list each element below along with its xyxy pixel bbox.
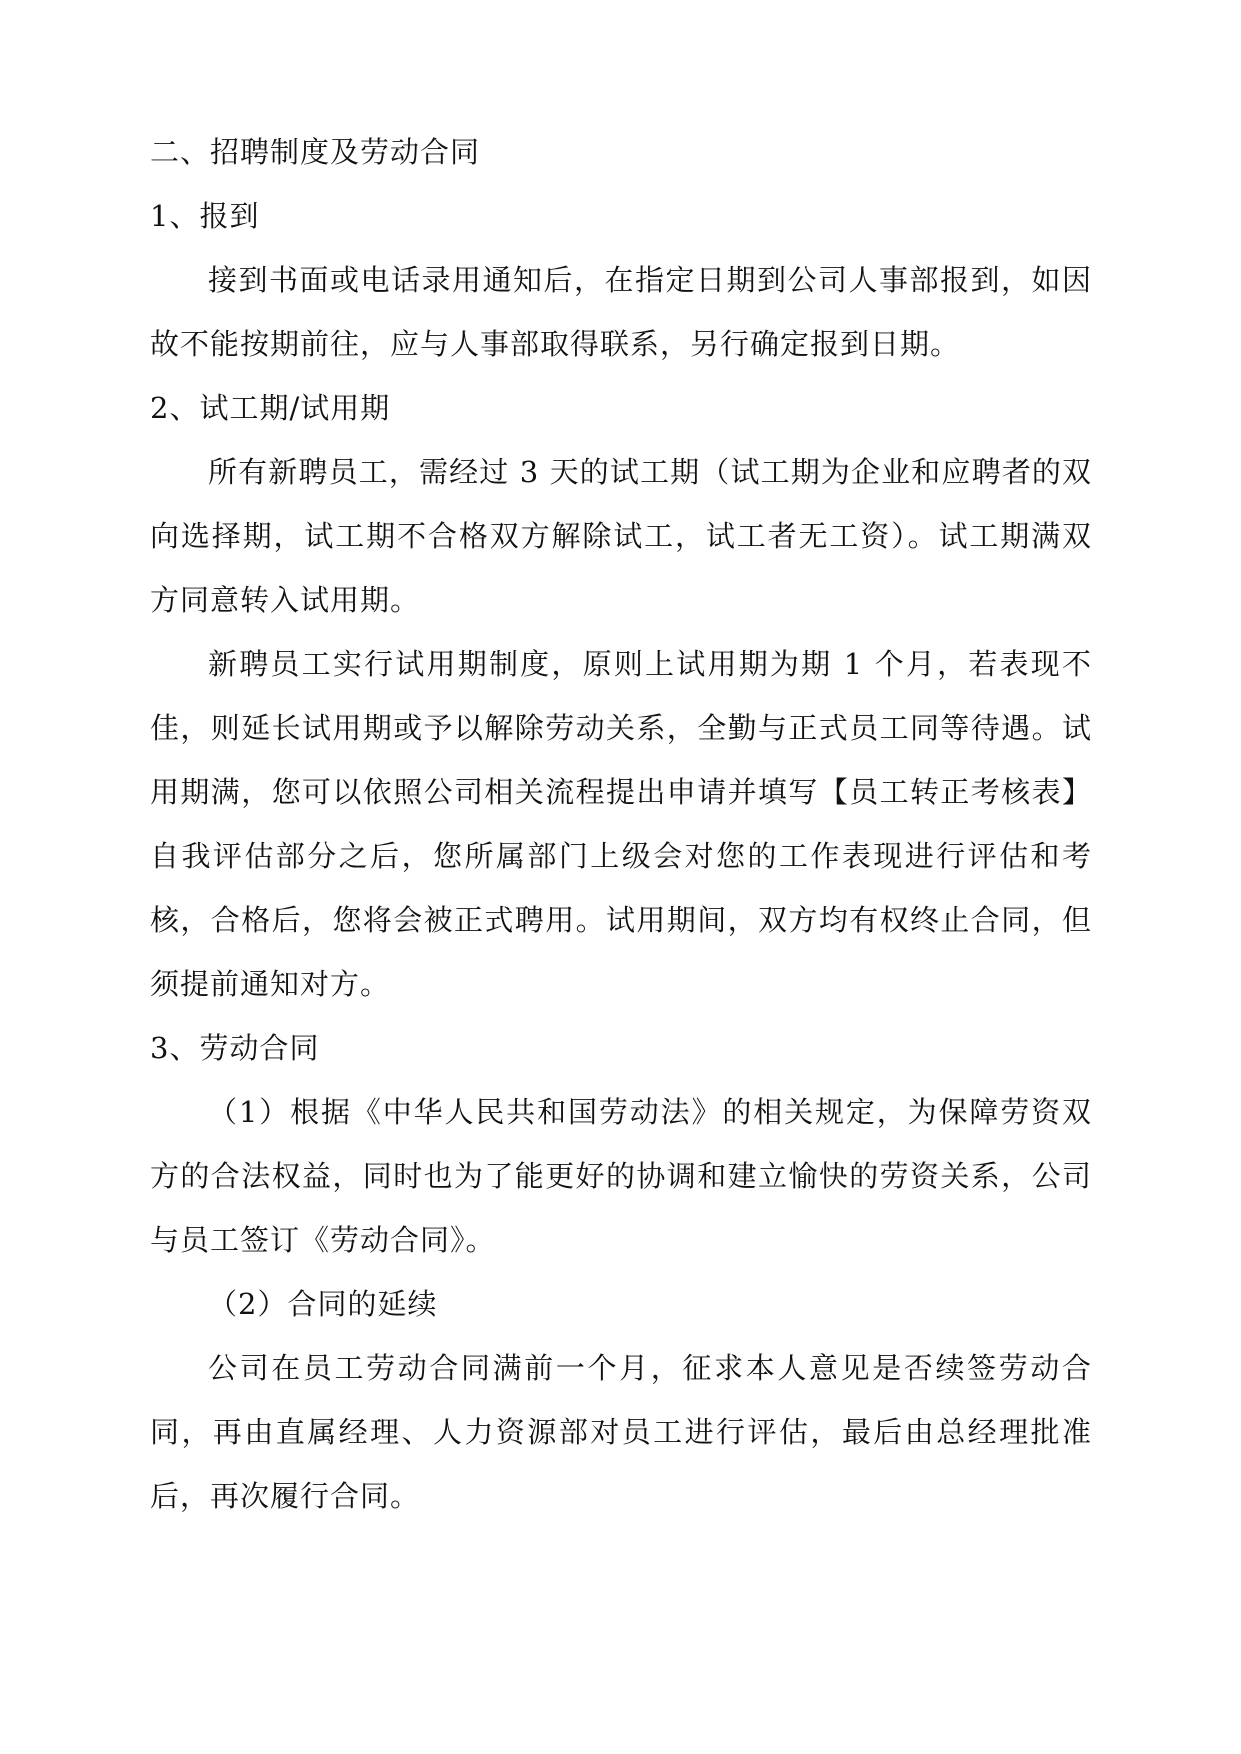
paragraph-report: 接到书面或电话录用通知后，在指定日期到公司人事部报到，如因故不能按期前往，应与人事部取得联系，另行确定报到日期。 xyxy=(150,263,1092,361)
paragraph-trial-work: 所有新聘员工，需经过 3 天的试工期（试工期为企业和应聘者的双向选择期，试工期不合格双方解除试工，试工者无工资）。试工期满双方同意转入试用期。 xyxy=(150,455,1092,617)
paragraph-probation: 新聘员工实行试用期制度，原则上试用期为期 1 个月，若表现不佳，则延长试用期或予以解除劳动关系，全勤与正式员工同等待遇。试用期满，您可以依照公司相关流程提出申请并填写【员工转正考核表】自我评估部分之后，您所属部门上级会对您的工作表现进行评估和考核，合格后，您将会被正式聘用。试用期间，双方均有权终止合同，但须提前通知对方。 xyxy=(150,647,1092,1001)
paragraph-contract-signing: （1）根据《中华人民共和国劳动法》的相关规定，为保障劳资双方的合法权益，同时也为了能更好的协调和建立愉快的劳资关系，公司与员工签订《劳动合同》。 xyxy=(150,1095,1092,1257)
section-title: 二、招聘制度及劳动合同 xyxy=(150,135,481,169)
item-title-contract-renewal: （2）合同的延续 xyxy=(208,1287,438,1321)
subsection-title-probation: 2、试工期/试用期 xyxy=(150,391,391,425)
document-page xyxy=(150,120,1092,1528)
subsection-title-report: 1、报到 xyxy=(150,199,260,233)
subsection-title-contract: 3、劳动合同 xyxy=(150,1031,320,1065)
paragraph-contract-renewal: 公司在员工劳动合同满前一个月，征求本人意见是否续签劳动合同，再由直属经理、人力资源部对员工进行评估，最后由总经理批准后，再次履行合同。 xyxy=(150,1351,1092,1513)
